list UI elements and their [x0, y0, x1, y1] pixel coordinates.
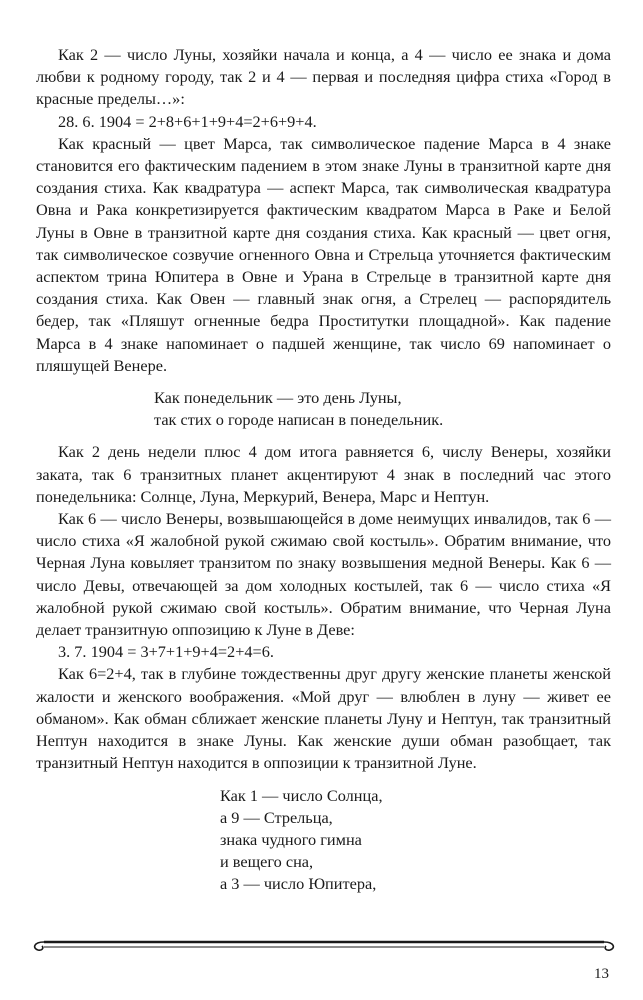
- decorative-rule: [30, 934, 618, 958]
- verse-line: Как 1 — число Солнца,: [220, 785, 383, 805]
- verse-block: [154, 387, 611, 431]
- verse-block: [220, 785, 611, 896]
- verse-line: знака чудного гимна: [220, 829, 362, 849]
- page-text: [36, 44, 611, 896]
- calculation-line: 28. 6. 1904 = 2+8+6+1+9+4=2+6+9+4.: [58, 111, 317, 131]
- verse-line: Как понедельник — это день Луны,: [154, 388, 402, 408]
- verse-line: так стих о городе написан в понедельник.: [154, 410, 444, 430]
- calculation-line: 3. 7. 1904 = 3+7+1+9+4=2+4=6.: [58, 642, 274, 662]
- verse-line: а 9 — Стрельца,: [220, 807, 333, 827]
- paragraph: Как красный — цвет Марса, так символическое падение Марса в 4 знаке становится его фактическим падением в этом знаке Луны в транзитной карте дня создания стиха. Как квадратура — аспект Марса, так символическая квадратура Овна и Рака конкретизируется фактическим квадратом Марса в Раке и Белой Луны в Овне в транзитной карте дня создания стиха. Как красный — цвет огня, так символическое созвучие огненного Овна и Стрельца уточняется фактическим аспектом трина Юпитера в Овне и Урана в Стрельце в транзитной карте дня создания стиха. Как Овен — главный знак огня, а Стрелец — распорядитель бедер, так «Пляшут огненные бедра Проститутки площадной». Как падение Марса в 4 знаке напоминает о падшей женщине, так число 69 напоминает о пляшущей Венере.: [36, 133, 611, 375]
- paragraph: Как 2 — число Луны, хозяйки начала и конца, а 4 — число ее знака и дома любви к родному городу, так 2 и 4 — первая и последняя цифра стиха «Город в красные пределы…»:: [36, 45, 611, 109]
- page-number: 13: [594, 966, 609, 982]
- paragraph: Как 6 — число Венеры, возвышающейся в доме неимущих инвалидов, так 6 — число стиха «Я жалобной рукой сжимаю свой костыль». Обратим внимание, что Черная Луна ковыляет транзитом по знаку возвышения медной Венеры. Как 6 — число Девы, отвечающей за дом холодных костылей, так 6 — число стиха «Я жалобной рукой сжимаю свой костыль». Обратим внимание, что Черная Луна делает транзитную оппозицию к Луне в Деве:: [36, 509, 611, 640]
- ornament-rule-icon: [30, 934, 618, 958]
- verse-line: и вещего сна,: [220, 852, 314, 872]
- paragraph: Как 2 день недели плюс 4 дом итога равняется 6, числу Венеры, хозяйки заката, так 6 транзитных планет акцентируют 4 знак в последний час этого понедельника: Солнце, Луна, Меркурий, Венера, Марс и Нептун.: [36, 442, 611, 506]
- paragraph: Как 6=2+4, так в глубине тождественны друг другу женские планеты женской жалости и женского воображения. «Мой друг — влюблен в луну — живет ее обманом». Как обман сближает женские планеты Луну и Нептун, так транзитный Нептун находится в знаке Луны. Как женские души обман разобщает, так транзитный Нептун находится в оппозиции к транзитной Луне.: [36, 664, 611, 773]
- verse-line: а 3 — число Юпитера,: [220, 874, 377, 894]
